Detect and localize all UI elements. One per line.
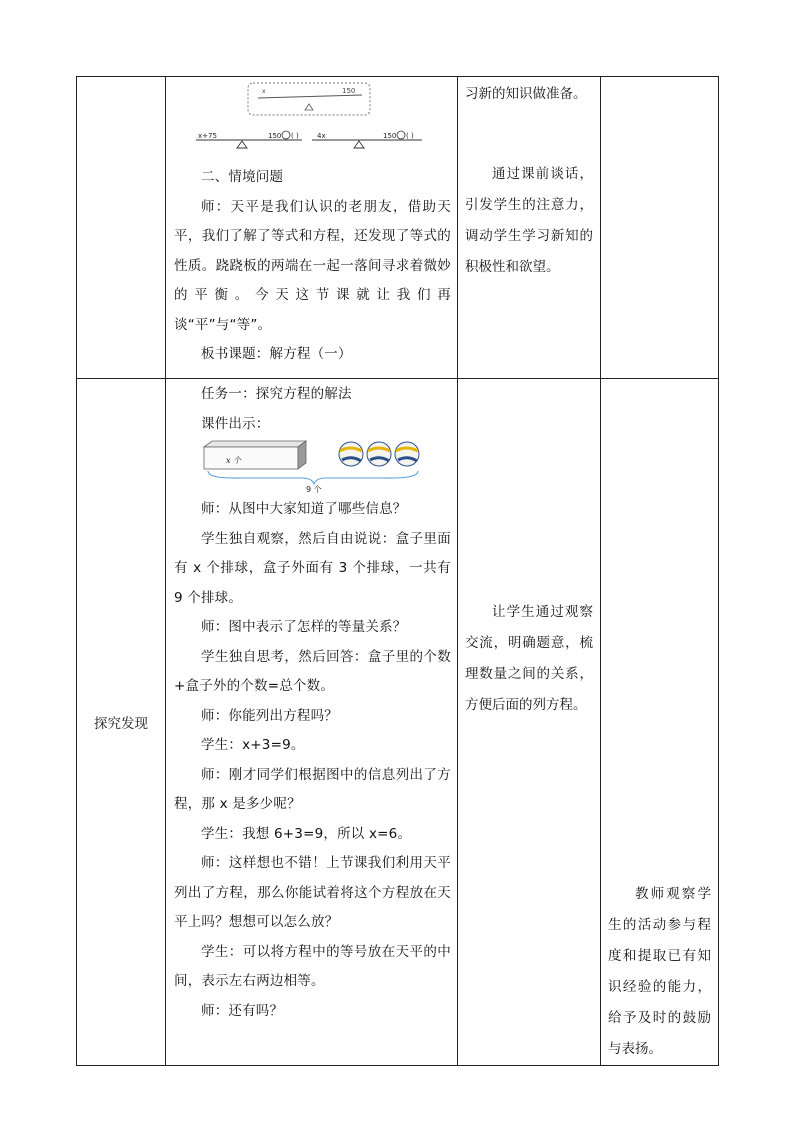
dialog-line: 师：图中表示了怎样的等量关系？ bbox=[201, 619, 407, 635]
box-icon bbox=[204, 447, 298, 469]
box-and-balls-diagram bbox=[172, 439, 452, 495]
balance-scales-diagram bbox=[172, 77, 452, 161]
section-heading: 二、情境问题 bbox=[201, 169, 284, 185]
scale-a-blank: ( ) bbox=[291, 132, 299, 140]
volleyball-icon bbox=[395, 442, 419, 466]
dialog-line: 学生：可以将方程中的等号放在天平的中间，表示左右两边相等。 bbox=[174, 943, 451, 989]
dialog-line: 师：还有吗？ bbox=[201, 1002, 284, 1019]
scale-a-right: 150 bbox=[268, 132, 282, 140]
dialog-line: 师：刚才同学们根据图中的信息列出了方程，那 x 是多少呢？ bbox=[174, 766, 451, 812]
intent-note-continued: 习新的知识做准备。 bbox=[465, 86, 587, 102]
dialog-line: 学生独自思考，然后回答：盒子里的个数+盒子外的个数=总个数。 bbox=[174, 648, 451, 694]
evaluation-note: 教师观察学生的活动参与程度和提取已有知识经验的能力，给予及时的鼓励与表扬。 bbox=[608, 886, 711, 1057]
dialog-line: 学生：我想 6+3=9，所以 x=6。 bbox=[201, 825, 412, 842]
scale-b-right: 150 bbox=[383, 132, 397, 140]
scale-a-circle bbox=[282, 131, 290, 139]
stage-cell-empty bbox=[77, 77, 166, 379]
balance-figure bbox=[166, 77, 457, 161]
eval-cell-empty bbox=[601, 77, 719, 379]
brace-icon bbox=[208, 471, 418, 484]
teacher-paragraph: 师：天平是我们认识的老朋友，借助天平，我们了解了等式和方程，还发现了等式的性质。跷跷板的两端在一起一落间寻求着微妙的平衡。今天这节课就让我们再谈“平”与“等”。 bbox=[174, 198, 451, 333]
board-title: 板书课题：解方程（一） bbox=[201, 346, 352, 362]
dialog-line: 学生独自观察，然后自由说说：盒子里面有 x 个排球，盒子外面有 3 个排球，一共有 9 个排球。 bbox=[174, 530, 451, 606]
intent-cell bbox=[458, 77, 601, 379]
intent-cell bbox=[458, 379, 601, 1066]
content-cell bbox=[166, 379, 458, 1066]
table-row bbox=[77, 77, 719, 379]
table-row bbox=[77, 379, 719, 1066]
scale-b-left: 4x bbox=[317, 132, 326, 140]
scale-b-blank: ( ) bbox=[406, 132, 414, 140]
scale-a-left: x+75 bbox=[198, 132, 217, 140]
courseware-label: 课件出示： bbox=[201, 415, 270, 432]
intent-note: 让学生通过观察交流，明确题意，梳理数量之间的关系，方便后面的列方程。 bbox=[465, 604, 593, 713]
top-scale-right: 150 bbox=[342, 87, 356, 95]
total-label: 9 个 bbox=[306, 485, 322, 494]
dialog-line: 师：你能列出方程吗？ bbox=[201, 707, 338, 724]
task-title: 任务一：探究方程的解法 bbox=[201, 386, 352, 402]
top-scale-left: x bbox=[262, 88, 266, 95]
lesson-plan-table bbox=[76, 76, 719, 1066]
scale-b-circle bbox=[397, 131, 405, 139]
dialog-line: 师：从图中大家知道了哪些信息？ bbox=[201, 501, 407, 517]
dialog-line: 学生：x+3=9。 bbox=[201, 737, 305, 753]
content-cell bbox=[166, 77, 458, 379]
volleyball-icon bbox=[339, 442, 363, 466]
volleyball-figure bbox=[166, 439, 457, 495]
box-label: x 个 bbox=[226, 456, 242, 465]
volleyball-icon bbox=[367, 442, 391, 466]
eval-cell bbox=[601, 379, 719, 1066]
stage-label: 探究发现 bbox=[77, 379, 166, 1066]
dialog-line: 师：这样想也不错！上节课我们利用天平列出了方程，那么你能试着将这个方程放在天平上吗？想想可以怎么放？ bbox=[174, 855, 451, 930]
intent-note: 通过课前谈话，引发学生的注意力，调动学生学习新知的积极性和欲望。 bbox=[465, 166, 593, 275]
